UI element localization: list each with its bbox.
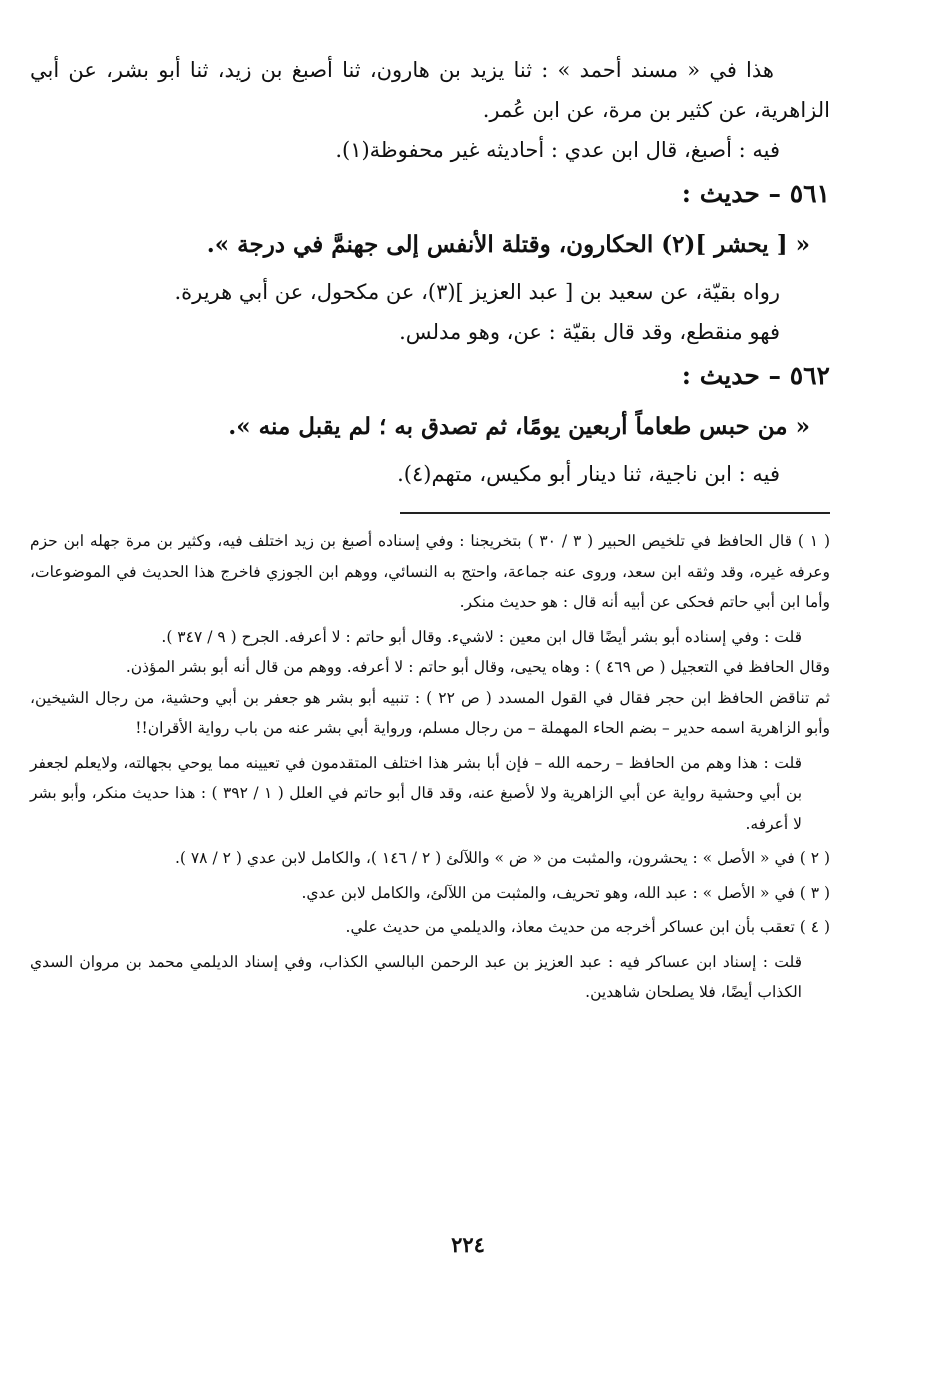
footnote-3: ( ٣ ) في « الأصل » : عبد الله، وهو تحريف، والمثبت من اللآلئ، والكامل لابن عدي.: [301, 883, 830, 902]
footnote-1-comment-3: ثم تناقض الحافظ ابن حجر فقال في القول المسدد ( ص ٢٢ ) : تنبيه أبو بشر هو جعفر بن أبي وحشية، من رجال الشيخين، وأبو الزاهرية اسمه حدير – بضم الحاء المهملة – من رجال مسلم، ورواية أبي بشر عنه من باب رواية الأقران!!: [30, 688, 830, 737]
footnote-4-comment: قلت : إسناد ابن عساكر فيه : عبد العزيز بن عبد الرحمن البالسي الكذاب، وفي إسناد الديلمي محمد بن مروان السدي الكذاب أيضًا، فلا يصلحان شاهدين.: [30, 952, 802, 1001]
footnote-4: ( ٤ ) تعقب بأن ابن عساكر أخرجه من حديث معاذ، والديلمي من حديث علي.: [345, 918, 830, 936]
hadith-text-562: « من حبس طعاماً أربعين يومًا، ثم تصدق به ؛ لم يقبل منه ».: [228, 413, 810, 440]
hadith-heading-561: ٥٦١ – حديث :: [681, 179, 830, 208]
footnote-divider: [400, 512, 830, 514]
hadith-text-561: « [ يحشر ](٢) الحكارون، وقتلة الأنفس إلى جهنمَّ في درجة ».: [206, 231, 810, 258]
paragraph-musnad-ahmad: هذا في « مسند أحمد » : ثنا يزيد بن هارون، ثنا أصبغ بن زيد، ثنا أبو بشر، عن أبي الزاهرية، عن كثير بن مرة، عن ابن عُمر.: [30, 58, 830, 122]
hadith-heading-562: ٥٦٢ – حديث :: [681, 361, 830, 390]
book-page: [30, 50, 830, 1370]
footnote-1-comment-4: قلت : هذا وهم من الحافظ – رحمه الله – فإن أبا بشر هذا اختلف المتقدمون في تعيينه مما يوحي بجهالته، ولايعلم لجعفر بن أبي وحشية رواية عن أبي الزاهرية ولا لأصبغ عنه، وقد قال أبو حاتم في العلل ( ١ / ٣٩٢ ) : هذا حديث منكر، وأبو بشر لا أعرفه.: [30, 753, 803, 833]
footnote-1-comment-2: وقال الحافظ في التعجيل ( ص ٤٦٩ ) : وهاه يحيى، وقال أبو حاتم : لا أعرفه. ووهم من قال أنه أبو بشر المؤذن.: [125, 658, 830, 676]
page-number: ٢٢٤: [451, 1232, 485, 1257]
paragraph-munqati: فهو منقطع، وقد قال بقيّة : عن، وهو مدلس.: [399, 320, 780, 344]
footnote-1-comment-1: قلت : وفي إسناده أبو بشر أيضًا قال ابن معين : لاشيء. وقال أبو حاتم : لا أعرفه. الجرح ( ٩ / ٣٤٧ ).: [161, 627, 802, 646]
footnotes: [30, 526, 830, 1008]
paragraph-ibn-najiya: فيه : ابن ناجية، ثنا دينار أبو مكيس، متهم(٤).: [397, 462, 780, 486]
footnote-1: ( ١ ) قال الحافظ في تلخيص الحبير ( ٣ / ٣٠ ) بتخريجنا : وفي إسناده أصبغ بن زيد اختلف فيه، وكثير بن مرة جهله ابن حزم وعرفه غيره، وقد وثقه ابن سعد، وروى عنه جماعة، واحتج به النسائي، ووهم ابن الجوزي فاخرج هذا الحديث في الموضوعات، وأما ابن أبي حاتم فحكى عن أبيه أنه قال : هو حديث منكر.: [30, 532, 831, 611]
paragraph-baqiyya: رواه بقيّة، عن سعيد بن [ عبد العزيز ](٣)، عن مكحول، عن أبي هريرة.: [174, 280, 780, 304]
paragraph-asbagh: فيه : أصبغ، قال ابن عدي : أحاديثه غير محفوظة(١).: [335, 138, 780, 162]
footnote-2: ( ٢ ) في « الأصل » : يحشرون، والمثبت من « ض » واللآلئ ( ٢ / ١٤٦ )، والكامل لابن عدي ( ٢ / ٧٨ ).: [174, 849, 830, 867]
main-text: [30, 50, 830, 494]
